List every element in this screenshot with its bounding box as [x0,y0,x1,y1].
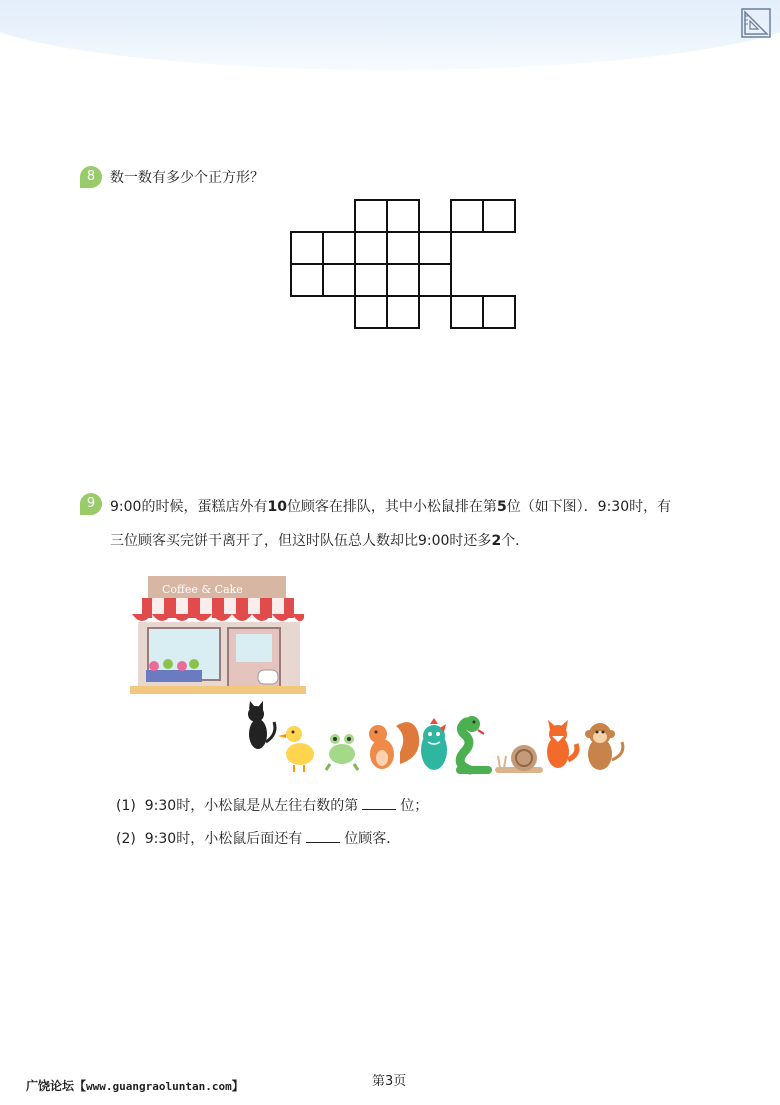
bakery-queue-illustration [128,574,628,780]
sub-question-2: (2) 9:30时，小松鼠后面还有 位顾客． [116,831,401,847]
footer-site-url[interactable]: www.guangraoluntan.com [86,1080,232,1093]
shop-sign-text: Coffee & Cake [162,583,243,596]
sub-question-1: (1) 9:30时，小松鼠是从左往右数的第 位； [116,798,429,814]
cat-icon [248,701,275,749]
ruler-triangle-logo-icon [741,8,771,38]
snake-icon [460,716,488,770]
dinosaur-icon [421,718,447,770]
answer-blank-1[interactable] [362,809,396,810]
question-9-line-1: 9:00的时候，蛋糕店外有10位顾客在排队，其中小松鼠排在第5位（如下图）．9:30时，有 [110,499,672,515]
fox-icon [547,720,577,768]
question-number-9: 9 [80,493,102,515]
squares-figure [290,199,518,331]
footer-site: 广饶论坛【www.guangraoluntan.com】 [26,1079,244,1093]
answer-blank-2[interactable] [306,842,340,843]
question-number-8: 8 [80,166,102,188]
page-number: 第3页 [372,1074,407,1089]
question-8-text: 数一数有多少个正方形？ [110,170,264,186]
snail-icon [498,745,540,771]
squirrel-icon [369,722,419,769]
duck-icon [278,726,314,772]
frog-icon [326,734,358,770]
header-band [0,0,780,70]
monkey-icon [585,723,623,770]
question-9-line-2: 三位顾客买完饼干离开了，但这时队伍总人数却比9:00时还多2个． [110,533,530,549]
